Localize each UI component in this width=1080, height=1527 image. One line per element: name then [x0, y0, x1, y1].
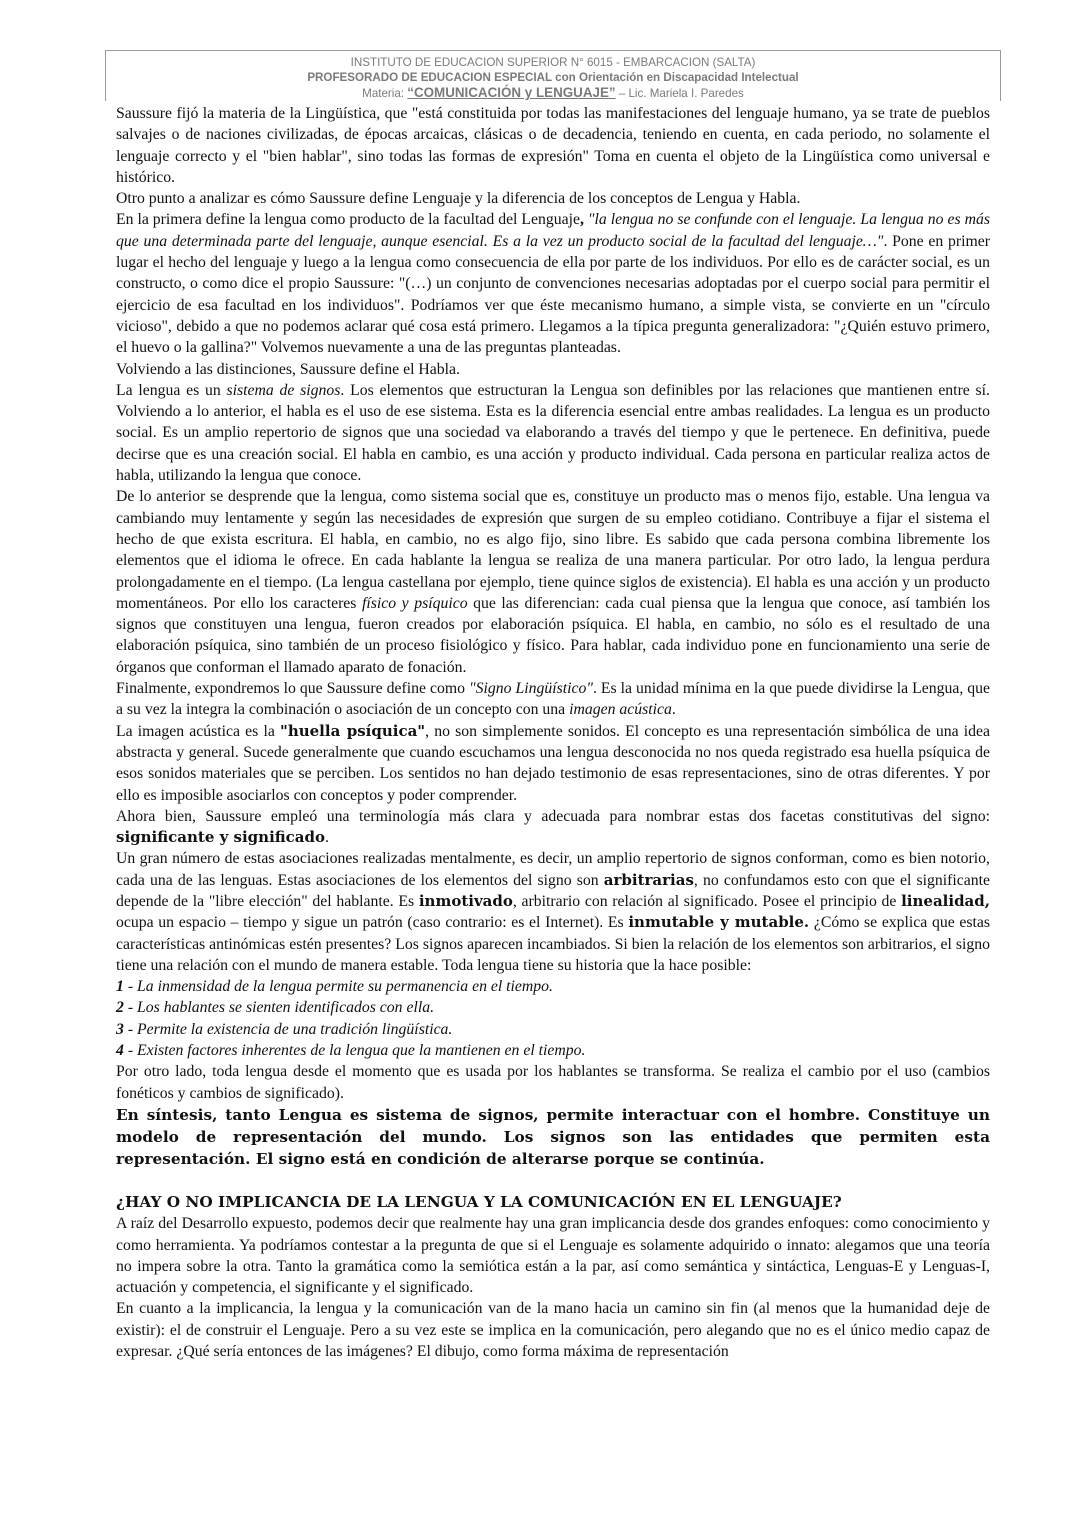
paragraph: De lo anterior se desprende que la lengua, como sistema social que es, constituye un producto mas o menos fijo, estable. Una lengua va cambiando muy lentamente y según las necesidades de expresión que surgen de su empleo cotidiano. Contribuye a fijar el sistema el hecho de que exista escritura. El habla, en cambio, no es algo fijo, sino libre. Es sabido que cada persona combina libremente los elementos que el idioma le ofrece. En cada hablante la lengua se realiza de una manera particular. Por otro lado, la lengua perdura prolongadamente en el tiempo. (La lengua castellana por ejemplo, tiene quince siglos de existencia). El habla es una acción y un producto momentáneos. Por ello los caracteres físico y psíquico que las diferencian: cada cual piensa que la lengua que conoce, así también los signos que constituyen una lengua, fueron creados por elaboración psíquica. El habla, en cambio, no sólo es el resultado de una elaboración psíquica, sino también de un proceso fisiológico y físico. Para hablar, cada individuo pone en funcionamiento una serie de órganos que conforman el llamado aparato de fonación. [116, 488, 990, 676]
paragraph: Finalmente, expondremos lo que Saussure define como "Signo Lingüístico". Es la unidad mínima en la que puede dividirse la Lengua, que a su vez la integra la combinación o asociación de un concepto con una imagen acústica. [116, 680, 990, 719]
program-line: PROFESORADO DE EDUCACION ESPECIAL con Orientación en Discapacidad Intelectual [307, 71, 799, 84]
paragraph: En cuanto a la implicancia, la lengua y la comunicación van de la mano hacia un camino sin fin (al menos que la humanidad deje de existir): el de construir el Lenguaje. Pero a su vez este se implica en la comunicación, pero alegando que no es el único medio capaz de expresar. ¿Qué sería entonces de las imágenes? El dibujo, como forma máxima de representación [116, 1300, 990, 1361]
document-header [105, 50, 1001, 101]
subject-line [106, 85, 1000, 101]
list-item: 1 - La inmensidad de la lengua permite su permanencia en el tiempo. [116, 978, 553, 996]
paragraph: Un gran número de estas asociaciones realizadas mentalmente, es decir, un amplio repertorio de signos conforman, como es bien notorio, cada una de las lenguas. Estas asociaciones de los elementos del signo son arbitrarias, no confundamos esto con que el significante depende de la "libre elección" del hablante. Es inmotivado, arbitrario con relación al significado. Posee el principio de linealidad, ocupa un espacio – tiempo y sigue un patrón (caso contrario: es el Internet). Es inmutable y mutable. ¿Cómo se explica que estas características antinómicas estén presentes? Los signos aparecen incambiados. Si bien la relación de los elementos son arbitrarios, el signo tiene una relación con el mundo de manera estable. Toda lengua tiene su historia que la hace posible: [116, 850, 991, 974]
paragraph: La lengua es un sistema de signos. Los elementos que estructuran la Lengua son definibles por las relaciones que mantienen entre sí. Volviendo a lo anterior, el habla es el uso de ese sistema. Esta es la diferencia esencial entre ambas realidades. La lengua es un producto social. Es un amplio repertorio de signos que una sociedad va elaborando a través del tiempo y que le pertenece. En definitiva, puede decirse que es una creación social. El habla en cambio, es una acción y producto individual. Cada persona en particular realiza actos de habla, utilizando la lengua que conoce. [116, 381, 990, 485]
subject-title: “COMUNICACIÓN y LENGUAJE” [407, 85, 616, 100]
summary-paragraph: En síntesis, tanto Lengua es sistema de signos, permite interactuar con el hombre. Constituye un modelo de representación del mundo. Los signos son las entidades que permiten esta representación. El signo está en condición de alterarse porque se continúa. [116, 1105, 990, 1168]
teacher-name: – Lic. Mariela I. Paredes [615, 87, 744, 100]
list-item: 4 - Existen factores inherentes de la lengua que la mantienen en el tiempo. [116, 1042, 586, 1060]
paragraph: Otro punto a analizar es cómo Saussure define Lenguaje y la diferencia de los conceptos de Lengua y Habla. [116, 190, 801, 208]
paragraph: Por otro lado, toda lengua desde el momento que es usada por los hablantes se transforma. Se realiza el cambio por el uso (cambios fonéticos y cambios de significado). [116, 1063, 990, 1102]
paragraph: Volviendo a las distinciones, Saussure define el Habla. [116, 360, 460, 378]
subject-prefix: Materia: [362, 87, 408, 100]
paragraph: A raíz del Desarrollo expuesto, podemos decir que realmente hay una gran implicancia desde dos grandes enfoques: como conocimiento y como herramienta. Ya podríamos contestar a la pregunta de que si el Lenguaje es solamente adquirido o innato: alegamos que una teoría no impera sobre la otra. Tanto la gramática como la semiótica están a la par, así como semántica y sintáctica, Lenguas-E y Lenguas-I, actuación y competencia, el significante y el significado. [116, 1215, 990, 1297]
document-body [116, 103, 990, 1362]
section-heading: ¿HAY O NO IMPLICANCIA DE LA LENGUA Y LA COMUNICACIÓN EN EL LENGUAJE? [116, 1192, 842, 1211]
list-item: 3 - Permite la existencia de una tradición lingüística. [116, 1020, 453, 1038]
paragraph: Saussure fijó la materia de la Lingüística, que "está constituida por todas las manifestaciones del lenguaje humano, ya se trate de pueblos salvajes o de naciones civilizadas, de épocas arcaicas, clásicas o de decadencia, teniendo en cuenta, en cada periodo, no solamente el lenguaje correcto y el "bien hablar", sino todas las formas de expresión" Toma en cuenta el objeto de la Lingüística como universal e histórico. [116, 105, 990, 186]
paragraph: Ahora bien, Saussure empleó una terminología más clara y adecuada para nombrar estas dos facetas constitutivas del signo: significante y significado. [116, 807, 990, 847]
list-item: 2 - Los hablantes se sienten identificados con ella. [116, 999, 435, 1017]
paragraph: La imagen acústica es la "huella psíquica", no son simplemente sonidos. El concepto es una representación simbólica de una idea abstracta y general. Sucede generalmente que cuando escuchamos una lengua desconocida no nos queda registrado esa huella psíquica de esos sonidos materiales que se perciben. Los sentidos no han dejado testimonio de esas representaciones, sino de otras diferentes. Y por ello es imposible asociarlos con conceptos y poder comprender. [116, 721, 990, 804]
institution-line: INSTITUTO DE EDUCACION SUPERIOR N° 6015 - EMBARCACION (SALTA) [350, 56, 756, 69]
paragraph: En la primera define la lengua como producto de la facultad del Lenguaje, "la lengua no se confunde con el lenguaje. La lengua no es más que una determinada parte del lenguaje, aunque esencial. Es a la vez un producto social de la facultad del lenguaje…". Pone en primer lugar el hecho del lenguaje y luego a la lengua como consecuencia de ella por parte de los individuos. Por ello es de carácter social, es un constructo, o como dice el propio Saussure: "(…) un conjunto de convenciones necesarias adoptadas por el cuerpo social para permitir el ejercicio de esa facultad en los individuos". Podríamos ver que éste mecanismo humano, a simple vista, se convierte en un "círculo vicioso", debido a que no podemos aclarar qué cosa está primero. Llegamos a la típica pregunta generalizadora: "¿Quién estuvo primero, el huevo o la gallina?" Volvemos nuevamente a una de las preguntas planteadas. [116, 211, 990, 357]
